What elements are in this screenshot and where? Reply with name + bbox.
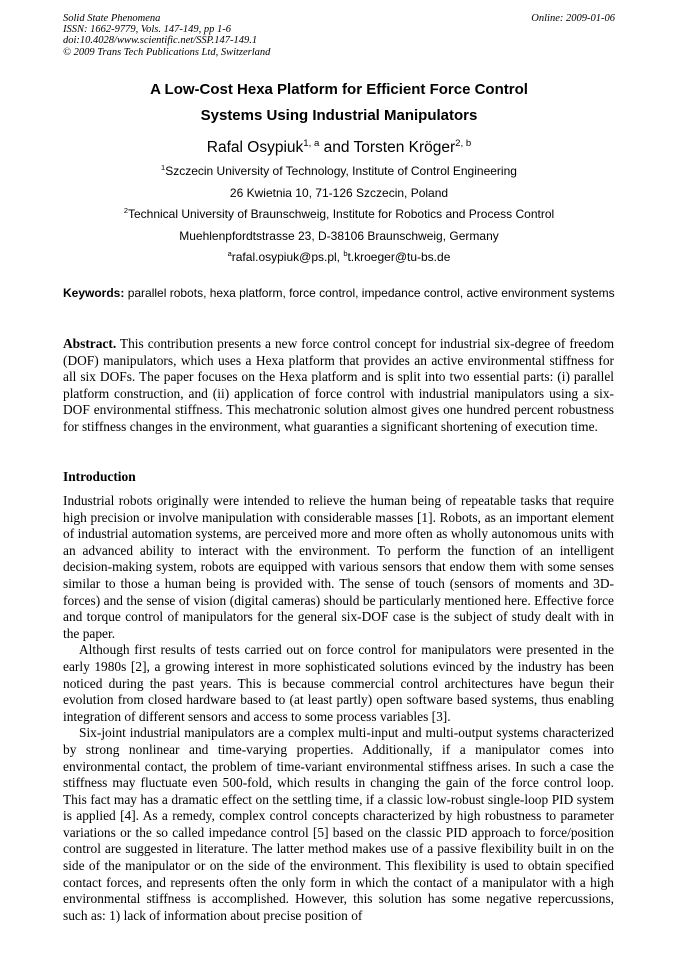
affiliation-1-mark: 1 xyxy=(161,163,166,172)
email-b-mark: b xyxy=(343,249,348,258)
doi-line: doi:10.4028/www.scientific.net/SSP.147-149.1 xyxy=(63,35,258,47)
abstract xyxy=(63,336,614,436)
affiliation-2-mark: 2 xyxy=(123,206,128,215)
abstract-label: Abstract. xyxy=(63,336,117,351)
intro-paragraph-2: Although first results of tests carried out on force control for manipulators were presented in the early 1980s [2], a growing interest in more sophisticated solutions evinced by the industry has been noticed during the past years. This is because commercial control architectures have begun their evolution from closed hardware based to (at least partly) open software based systems, thus enabling integration of different sensors and access to some process variables [3]. xyxy=(63,642,614,724)
abstract-text: This contribution presents a new force control concept for industrial six-degree of freedom (DOF) manipulators, which uses a Hexa platform that provides an active environmental stiffness for all six DOFs. The paper focuses on the Hexa platform and is split into two essential parts: (i) parallel platform construction, and (ii) application of force control with industrial manipulators using a six-DOF environmental stiffness. This mechatronic solution almost gives one hundred percent robustness for stiffness changes in the environment, what guaranties a significant shortening of execution time. xyxy=(63,336,614,434)
author-1-affil-mark: 1, a xyxy=(303,137,320,149)
email-a: rafal.osypiuk@ps.pl, xyxy=(231,250,344,264)
keywords-text: parallel robots, hexa platform, force control, impedance control, active environment systems xyxy=(124,286,615,300)
issn-line: ISSN: 1662-9779, Vols. 147-149, pp 1-6 xyxy=(63,24,231,36)
author-1: Rafal Osypiuk xyxy=(206,139,304,156)
title-line-1: A Low-Cost Hexa Platform for Efficient Force Control xyxy=(150,81,528,98)
copyright-line: © 2009 Trans Tech Publications Ltd, Switzerland xyxy=(63,46,271,58)
running-header xyxy=(63,13,615,58)
keywords-label: Keywords: xyxy=(63,286,125,300)
affiliation-1-name: Szczecin University of Technology, Institute of Control Engineering xyxy=(165,164,517,178)
affiliation-2 xyxy=(0,207,678,221)
introduction-body xyxy=(63,493,614,924)
author-2-affil-mark: 2, b xyxy=(455,137,472,149)
intro-paragraph-3: Six-joint industrial manipulators are a complex multi-input and multi-output systems characterized by strong nonlinear and time-varying properties. Additionally, if a manipulator comes into environmental contact, the problem of time-variant environmental stiffness arises. In such a case the stiffness may fluctuate even 500-fold, which results in changing the gain of the force control loop. This fact may has a dramatic effect on the settling time, if a classic low-robust single-loop PID system is applied [4]. As a remedy, complex control concepts characterized by high robustness to parameter variations or the so called impedance control [5] based on the classic PID approach to force/position control are suggested in literature. The latter method makes use of a passive flexibility built in on the side of the manipulator or on the side of the environment. This flexibility is used to obtain specified contact forces, and represents often the only form in which the contact of a manipulator with a high environmental stiffness is accomplished. However, this solution has some negative repercussions, such as: 1) lack of information about precise position of xyxy=(63,725,614,923)
author-conjunction: and xyxy=(319,139,354,156)
email-a-mark: a xyxy=(227,249,232,258)
online-date: Online: 2009-01-06 xyxy=(531,13,615,24)
introduction-heading: Introduction xyxy=(63,469,136,484)
journal-name: Solid State Phenomena xyxy=(63,13,161,24)
title-line-2: Systems Using Industrial Manipulators xyxy=(200,107,478,124)
affiliation-2-address: Muehlenpfordtstrasse 23, D-38106 Braunschweig, Germany xyxy=(179,229,499,243)
affiliation-1 xyxy=(0,164,678,178)
affiliation-2-name: Technical University of Braunschweig, Institute for Robotics and Process Control xyxy=(127,207,555,221)
keywords xyxy=(63,286,615,300)
author-list xyxy=(0,139,678,157)
email-b: t.kroeger@tu-bs.de xyxy=(347,250,451,264)
affiliation-1-address: 26 Kwietnia 10, 71-126 Szczecin, Poland xyxy=(229,186,449,200)
email-line xyxy=(0,250,678,264)
intro-paragraph-1: Industrial robots originally were intended to relieve the human being of repeatable tasks that require high precision or involve manipulation with considerable masses [1]. Robots, as an important element of industrial automation systems, are perceived more and more often as wholly autonomous units with an advanced ability to interact with the environment. To perform the function of an intelligent decision-making system, robots are equipped with various sensors that endow them with some senses similar to those a human being is provided with. The sense of touch (sensors of moments and 3D-forces) and the sense of vision (digital cameras) should be particularly mentioned here. Effective force and torque control of manipulators for the general six-DOF case is the subject of study dealt with in the paper. xyxy=(63,493,614,641)
author-2: Torsten Kröger xyxy=(353,139,456,156)
